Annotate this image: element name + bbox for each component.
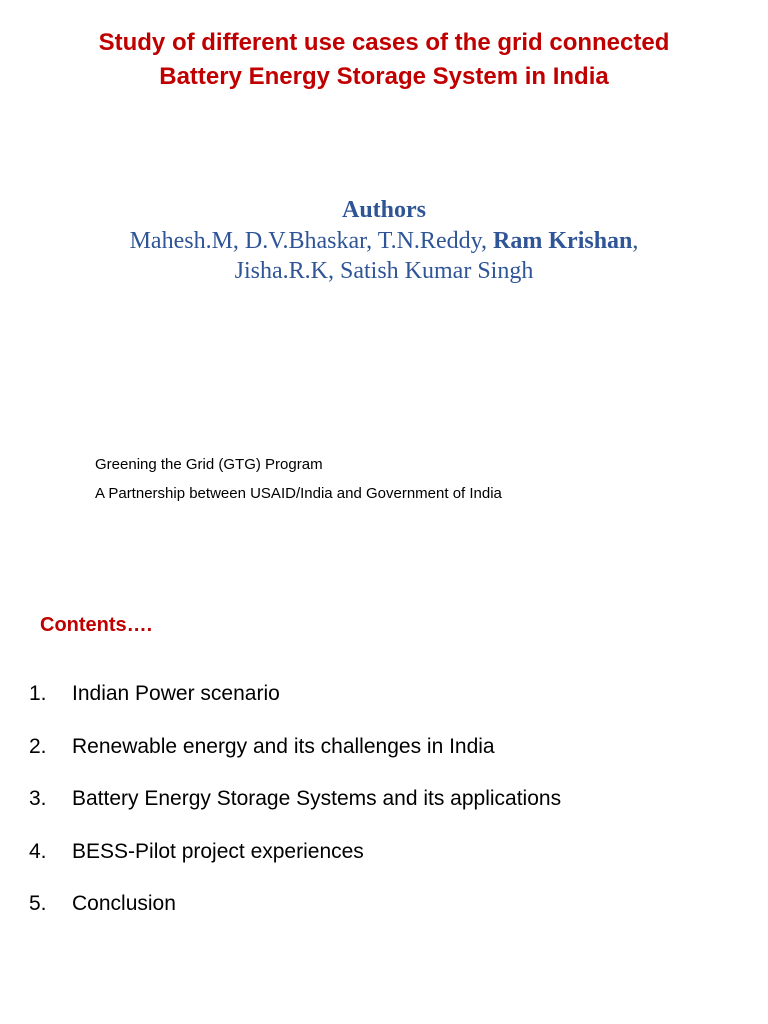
list-item-text: Battery Energy Storage Systems and its applications [72,787,562,810]
list-item-number: 2. [29,734,47,758]
title-line-1: Study of different use cases of the grid connected [98,29,670,56]
authors-line-1 [0,226,768,256]
list-item-number: 4. [29,839,47,863]
program-partnership: A Partnership between USAID/India and Government of India [95,485,502,502]
authors-name-highlighted: Ram Krishan [493,228,633,254]
list-item-number: 3. [29,787,47,810]
list-item-text: Indian Power scenario [72,682,280,705]
title-line-2: Battery Energy Storage System in India [159,63,609,90]
authors-line-2: Jisha.R.K, Satish Kumar Singh [234,258,534,284]
list-item [0,835,768,888]
authors-names-comma: , [632,228,639,254]
list-item-number: 5. [29,892,47,915]
list-item-text: Conclusion [72,892,176,915]
program-name: Greening the Grid (GTG) Program [95,456,323,473]
document-title [0,26,768,94]
list-item [0,730,768,783]
contents-list [0,677,768,940]
authors-block [0,194,768,286]
list-item [0,887,768,940]
list-item-text: BESS-Pilot project experiences [72,839,364,863]
list-item [0,677,768,730]
list-item [0,782,768,835]
authors-heading: Authors [341,197,426,223]
authors-names-a: Mahesh.M, D.V.Bhaskar, T.N.Reddy, [129,228,494,254]
list-item-number: 1. [29,682,47,705]
contents-heading: Contents…. [40,614,153,636]
program-block [95,450,502,508]
list-item-text: Renewable energy and its challenges in India [72,734,495,758]
